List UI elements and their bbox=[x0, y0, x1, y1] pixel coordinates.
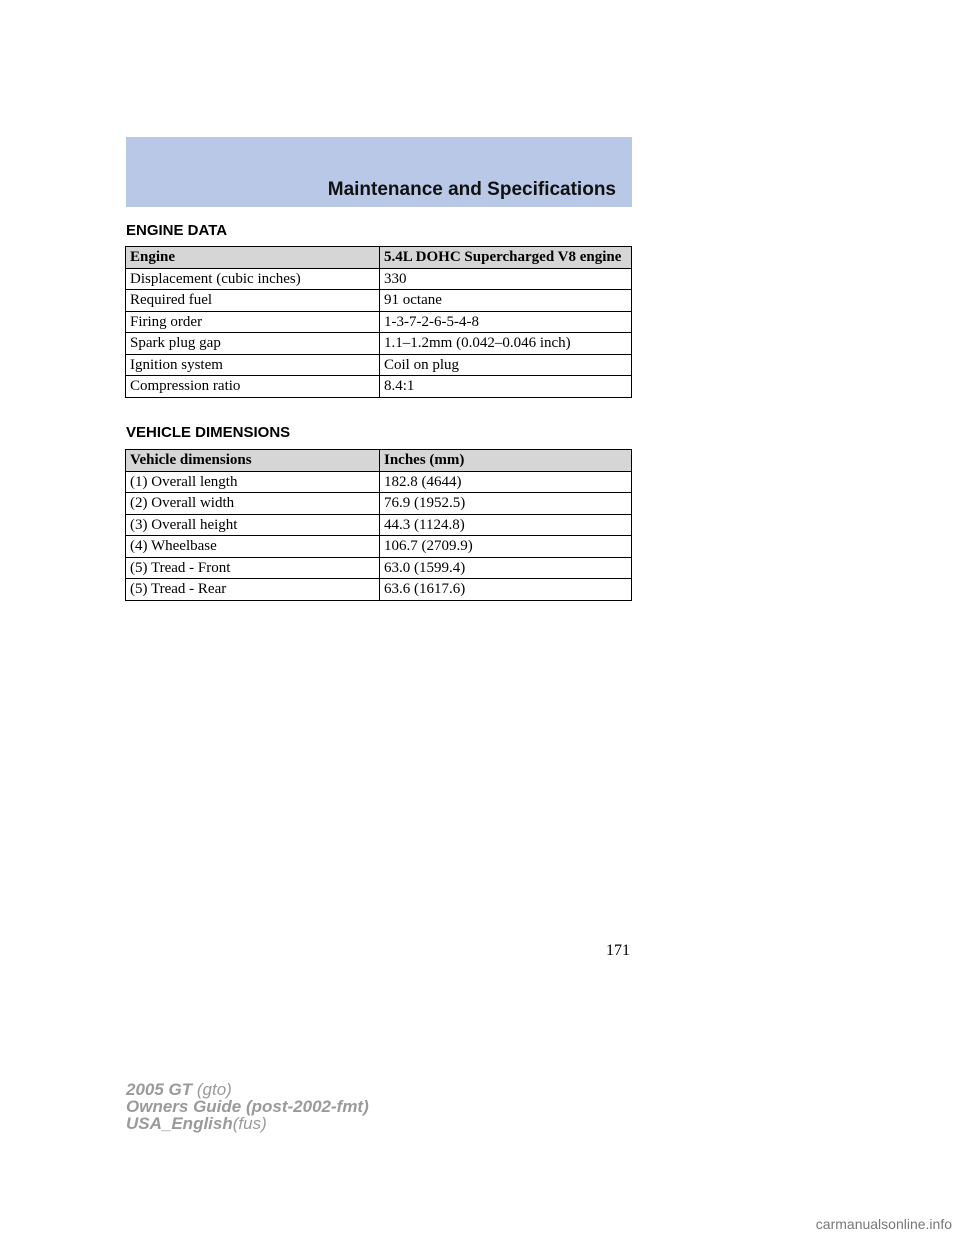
table-row bbox=[126, 471, 632, 493]
watermark: carmanualsonline.info bbox=[815, 1216, 952, 1232]
table-cell: (2) Overall width bbox=[126, 493, 380, 515]
table-cell: 106.7 (2709.9) bbox=[380, 536, 632, 558]
table-cell: Displacement (cubic inches) bbox=[126, 268, 380, 290]
engine-data-heading: ENGINE DATA bbox=[126, 222, 228, 239]
column-header: Inches (mm) bbox=[380, 450, 632, 472]
table-cell: Ignition system bbox=[126, 354, 380, 376]
footer-guide: Owners Guide (post-2002-fmt) bbox=[126, 1097, 369, 1116]
footer-model: 2005 GT bbox=[126, 1080, 193, 1099]
table-cell: (5) Tread - Rear bbox=[126, 579, 380, 601]
column-header: Vehicle dimensions bbox=[126, 450, 380, 472]
table-row bbox=[126, 333, 632, 355]
vehicle-dimensions-table bbox=[125, 449, 632, 601]
section-title: Maintenance and Specifications bbox=[327, 179, 616, 200]
table-row bbox=[126, 579, 632, 601]
table-row bbox=[126, 376, 632, 398]
table-cell: 1-3-7-2-6-5-4-8 bbox=[380, 311, 632, 333]
table-row bbox=[126, 354, 632, 376]
table-row bbox=[126, 514, 632, 536]
column-header: Engine bbox=[126, 247, 380, 269]
footer-language-code: (fus) bbox=[232, 1114, 267, 1133]
engine-data-table bbox=[125, 246, 632, 398]
table-cell: 330 bbox=[380, 268, 632, 290]
table-cell: 44.3 (1124.8) bbox=[380, 514, 632, 536]
table-cell: (3) Overall height bbox=[126, 514, 380, 536]
footer-model-code: (gto) bbox=[196, 1080, 232, 1099]
footer-language: USA_English bbox=[126, 1114, 233, 1133]
table-cell: Required fuel bbox=[126, 290, 380, 312]
footer-line-model bbox=[126, 1081, 369, 1098]
table-row bbox=[126, 493, 632, 515]
document-footer bbox=[126, 1081, 369, 1132]
table-cell: Coil on plug bbox=[380, 354, 632, 376]
table-cell: Compression ratio bbox=[126, 376, 380, 398]
table-header-row bbox=[126, 450, 632, 472]
table-cell: 8.4:1 bbox=[380, 376, 632, 398]
table-row bbox=[126, 290, 632, 312]
table-row bbox=[126, 557, 632, 579]
table-cell: (1) Overall length bbox=[126, 471, 380, 493]
table-header-row bbox=[126, 247, 632, 269]
table-cell: (4) Wheelbase bbox=[126, 536, 380, 558]
page-number: 171 bbox=[606, 942, 630, 959]
table-row bbox=[126, 536, 632, 558]
table-cell: Firing order bbox=[126, 311, 380, 333]
table-row bbox=[126, 311, 632, 333]
table-cell: 91 octane bbox=[380, 290, 632, 312]
table-cell: 182.8 (4644) bbox=[380, 471, 632, 493]
footer-line-language bbox=[126, 1115, 369, 1132]
column-header: 5.4L DOHC Supercharged V8 engine bbox=[380, 247, 632, 269]
table-cell: 76.9 (1952.5) bbox=[380, 493, 632, 515]
vehicle-dimensions-heading: VEHICLE DIMENSIONS bbox=[126, 424, 291, 441]
table-cell: (5) Tread - Front bbox=[126, 557, 380, 579]
table-cell: 63.0 (1599.4) bbox=[380, 557, 632, 579]
table-cell: 1.1–1.2mm (0.042–0.046 inch) bbox=[380, 333, 632, 355]
table-cell: Spark plug gap bbox=[126, 333, 380, 355]
table-cell: 63.6 (1617.6) bbox=[380, 579, 632, 601]
header-band bbox=[126, 137, 632, 207]
table-row bbox=[126, 268, 632, 290]
